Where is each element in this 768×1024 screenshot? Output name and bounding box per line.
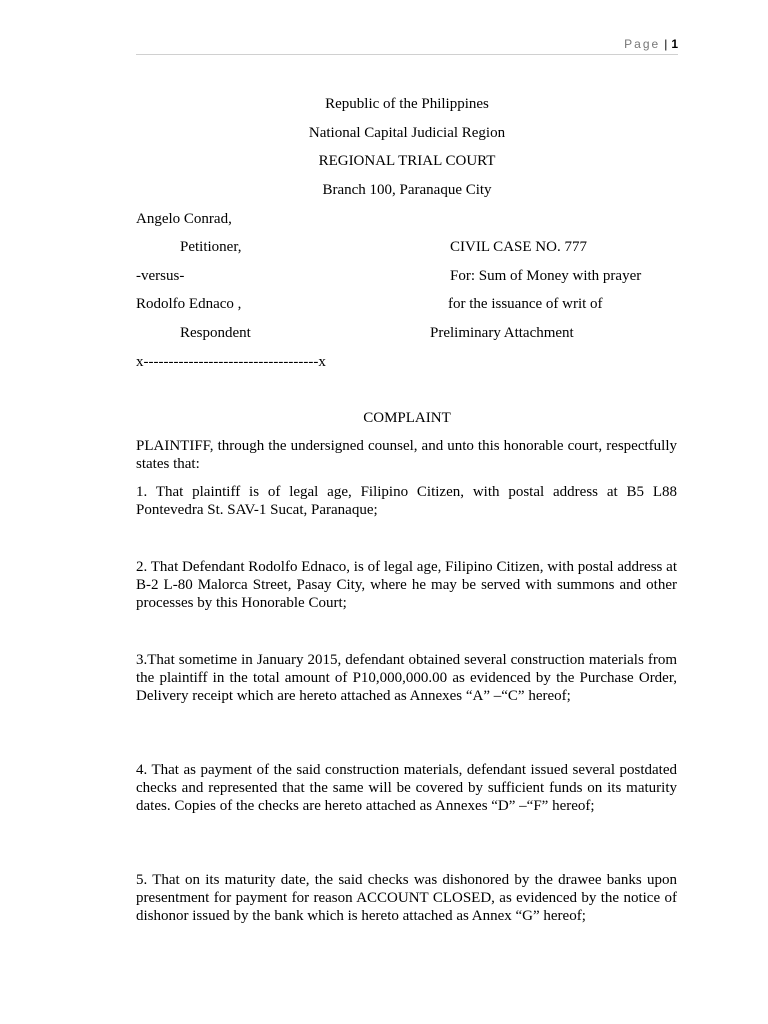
page-number-header — [624, 37, 678, 51]
case-nature-line2: for the issuance of writ of — [448, 296, 603, 312]
page-number: 1 — [671, 37, 678, 51]
case-nature-line3: Preliminary Attachment — [430, 325, 574, 341]
caption-separator: x-----------------------------------x — [136, 354, 326, 370]
court-name: REGIONAL TRIAL COURT — [318, 153, 496, 169]
paragraph-1: 1. That plaintiff is of legal age, Filipino Citizen, with postal address at B5 L88 Pontevedra St. SAV-1 Sucat, Paranaque; — [136, 484, 677, 518]
page-label: Page — [624, 37, 661, 51]
respondent-role: Respondent — [180, 325, 251, 341]
paragraph-3: 3.That sometime in January 2015, defendant obtained several construction materials from the plaintiff in the total amount of P10,000,000.00 as evidenced by the Purchase Order, Delivery receipt which are hereto attached as Annexes “A” –“C” hereof; — [136, 652, 677, 704]
petitioner-role: Petitioner, — [180, 239, 242, 255]
complaint-intro: PLAINTIFF, through the undersigned counsel, and unto this honorable court, respectfully states that: — [136, 438, 677, 472]
court-branch: Branch 100, Paranaque City — [322, 182, 492, 198]
petitioner-name: Angelo Conrad, — [136, 211, 232, 227]
versus-label: -versus- — [136, 268, 185, 284]
paragraph-2: 2. That Defendant Rodolfo Ednaco, is of legal age, Filipino Citizen, with postal address at B-2 L-80 Malorca Street, Pasay City, where he may be served with summons and other processes by this Honorable Court; — [136, 559, 677, 611]
page-separator-bar: | — [664, 37, 670, 51]
header-rule — [136, 54, 678, 55]
respondent-name: Rodolfo Ednaco , — [136, 296, 242, 312]
document-title: COMPLAINT — [363, 410, 451, 426]
case-number: CIVIL CASE NO. 777 — [450, 239, 587, 255]
paragraph-5: 5. That on its maturity date, the said checks was dishonored by the drawee banks upon presentment for payment for reason ACCOUNT CLOSED, as evidenced by the notice of dishonor issued by the bank which is hereto attached as Annex “G” hereof; — [136, 872, 677, 924]
case-nature-line1: For: Sum of Money with prayer — [450, 268, 642, 284]
paragraph-4: 4. That as payment of the said construction materials, defendant issued several postdated checks and represented that the same will be covered by sufficient funds on its maturity dates. Copies of the checks are hereto attached as Annexes “D” –“F” hereof; — [136, 762, 677, 814]
court-country: Republic of the Philippines — [325, 96, 489, 112]
court-region: National Capital Judicial Region — [308, 125, 506, 141]
